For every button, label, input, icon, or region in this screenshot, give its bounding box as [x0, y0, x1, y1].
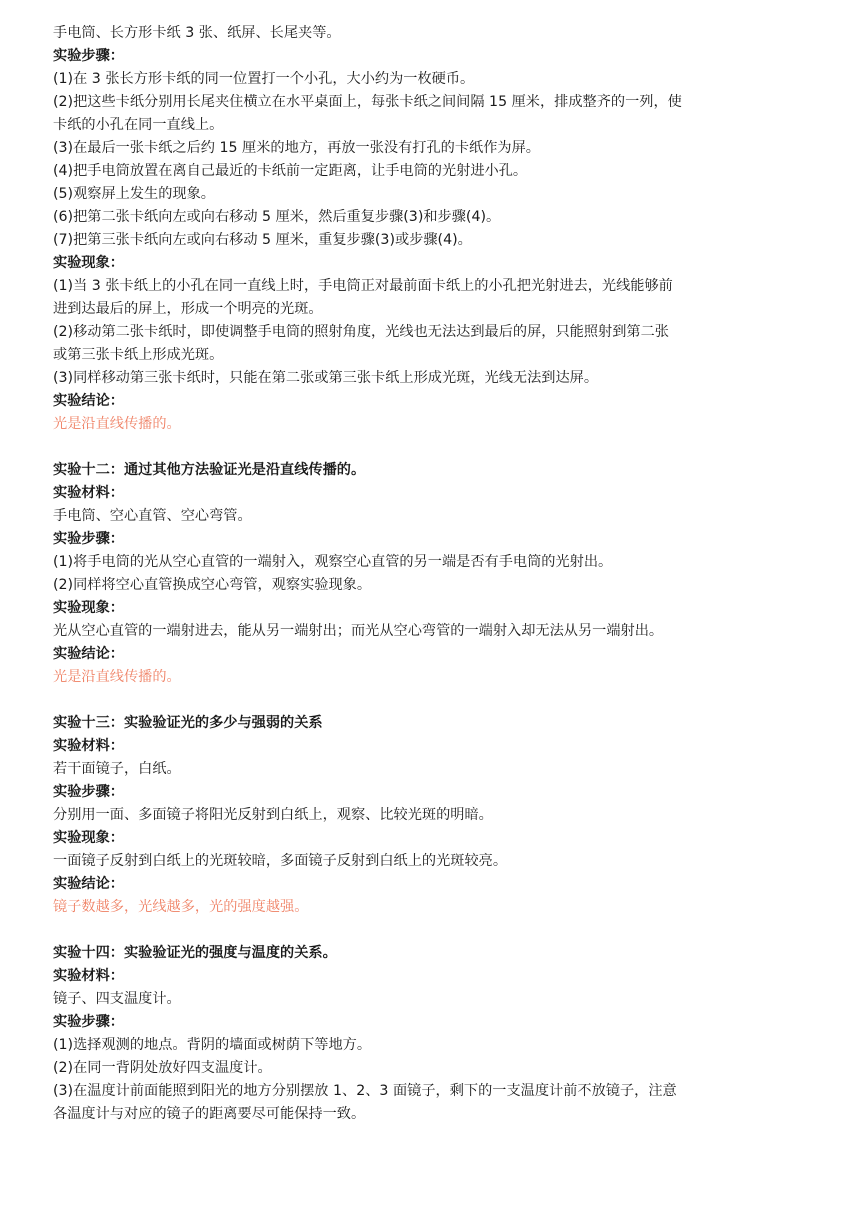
step-line: (4)把手电筒放置在离自己最近的卡纸前一定距离，让手电筒的光射进小孔。 [53, 163, 528, 179]
step-line: (1)在 3 张长方形卡纸的同一位置打一个小孔，大小约为一枚硬币。 [53, 71, 475, 87]
document-page [53, 22, 813, 1126]
conclusion-heading: 实验结论： [53, 646, 124, 662]
materials-text: 手电筒、空心直管、空心弯管。 [53, 508, 252, 524]
step-line: (5)观察屏上发生的现象。 [53, 186, 215, 202]
phenomena-line: (2)移动第二张卡纸时，即使调整手电筒的照射角度，光线也无法达到最后的屏，只能照射到第二张 [53, 324, 669, 340]
conclusion-text: 光是沿直线传播的。 [53, 416, 181, 432]
materials-heading: 实验材料： [53, 738, 124, 754]
step-line: (7)把第三张卡纸向左或向右移动 5 厘米，重复步骤(3)或步骤(4)。 [53, 232, 472, 248]
experiment-12-title: 实验十二：通过其他方法验证光是沿直线传播的。 [53, 462, 366, 478]
section-gap [53, 436, 813, 459]
step-line: (3)在最后一张卡纸之后约 15 厘米的地方，再放一张没有打孔的卡纸作为屏。 [53, 140, 540, 156]
steps-heading: 实验步骤： [53, 784, 124, 800]
phenomena-line: 一面镜子反射到白纸上的光斑较暗，多面镜子反射到白纸上的光斑较亮。 [53, 853, 508, 869]
phenomena-line: (1)当 3 张卡纸上的小孔在同一直线上时，手电筒正对最前面卡纸上的小孔把光射进去，光线能够前 [53, 278, 673, 294]
step-line: 分别用一面、多面镜子将阳光反射到白纸上，观察、比较光斑的明暗。 [53, 807, 493, 823]
materials-heading: 实验材料： [53, 485, 124, 501]
step-line: (2)在同一背阴处放好四支温度计。 [53, 1060, 272, 1076]
steps-heading: 实验步骤： [53, 48, 124, 64]
phenomena-heading: 实验现象： [53, 600, 124, 616]
materials-text: 手电筒、长方形卡纸 3 张、纸屏、长尾夹等。 [53, 25, 341, 41]
phenomena-line: 光从空心直管的一端射进去，能从另一端射出；而光从空心弯管的一端射入却无法从另一端射出。 [53, 623, 664, 639]
materials-heading: 实验材料： [53, 968, 124, 984]
step-line: (1)选择观测的地点。背阴的墙面或树荫下等地方。 [53, 1037, 372, 1053]
step-line: 卡纸的小孔在同一直线上。 [53, 117, 224, 133]
conclusion-heading: 实验结论： [53, 876, 124, 892]
phenomena-heading: 实验现象： [53, 255, 124, 271]
phenomena-heading: 实验现象： [53, 830, 124, 846]
phenomena-line: 或第三张卡纸上形成光斑。 [53, 347, 224, 363]
section-gap [53, 689, 813, 712]
experiment-13-title: 实验十三：实验验证光的多少与强弱的关系 [53, 715, 323, 731]
step-line: (6)把第二张卡纸向左或向右移动 5 厘米，然后重复步骤(3)和步骤(4)。 [53, 209, 501, 225]
step-line: 各温度计与对应的镜子的距离要尽可能保持一致。 [53, 1106, 366, 1122]
step-line: (2)同样将空心直管换成空心弯管，观察实验现象。 [53, 577, 372, 593]
conclusion-text: 光是沿直线传播的。 [53, 669, 181, 685]
step-line: (3)在温度计前面能照到阳光的地方分别摆放 1、2、3 面镜子，剩下的一支温度计前不放镜子，注意 [53, 1083, 677, 1099]
materials-text: 若干面镜子，白纸。 [53, 761, 181, 777]
phenomena-line: 进到达最后的屏上，形成一个明亮的光斑。 [53, 301, 323, 317]
step-line: (2)把这些卡纸分别用长尾夹住横立在水平桌面上，每张卡纸之间间隔 15 厘米，排成整齐的一列，使 [53, 94, 682, 110]
experiment-14-title: 实验十四：实验验证光的强度与温度的关系。 [53, 945, 337, 961]
conclusion-text: 镜子数越多，光线越多，光的强度越强。 [53, 899, 309, 915]
step-line: (1)将手电筒的光从空心直管的一端射入，观察空心直管的另一端是否有手电筒的光射出。 [53, 554, 613, 570]
phenomena-line: (3)同样移动第三张卡纸时，只能在第二张或第三张卡纸上形成光斑，光线无法到达屏。 [53, 370, 599, 386]
steps-heading: 实验步骤： [53, 1014, 124, 1030]
conclusion-heading: 实验结论： [53, 393, 124, 409]
section-gap [53, 919, 813, 942]
steps-heading: 实验步骤： [53, 531, 124, 547]
materials-text: 镜子、四支温度计。 [53, 991, 181, 1007]
